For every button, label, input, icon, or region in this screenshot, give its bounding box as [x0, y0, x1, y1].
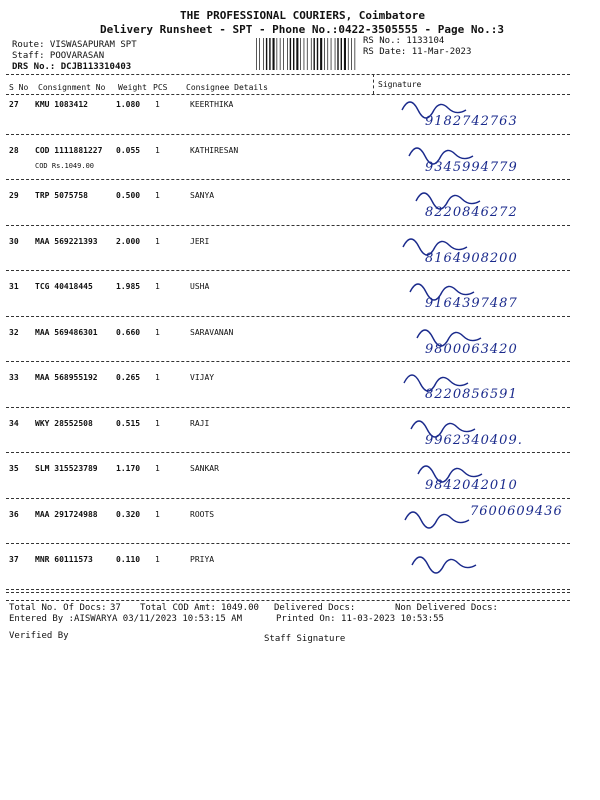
row-weight: 0.265 — [116, 373, 141, 382]
row-consignment: COD 1111881227 — [35, 145, 103, 155]
barcode-bar — [324, 38, 325, 70]
row-sno: 32 — [9, 327, 19, 337]
row-weight: 0.515 — [116, 418, 141, 428]
row-consignee: VIJAY — [190, 373, 215, 382]
row-weight: 0.320 — [116, 509, 141, 519]
row-pcs: 1 — [155, 555, 160, 564]
row-weight: 0.110 — [116, 555, 141, 564]
barcode-bar — [280, 38, 281, 70]
barcode-bar — [337, 38, 338, 70]
col-signature: Signature — [378, 80, 422, 89]
row-cod-note: COD Rs.1049.00 — [35, 161, 95, 170]
barcode-bar — [355, 38, 356, 70]
barcode-bar — [300, 38, 301, 70]
entered-by: Entered By :AISWARYA 03/11/2023 10:53:15 AM — [9, 614, 242, 624]
row-sno: 27 — [9, 100, 19, 109]
row-separator — [6, 452, 570, 453]
row-sno: 36 — [9, 509, 19, 519]
row-weight: 1.985 — [116, 282, 141, 291]
staff-signature-label: Staff Signature — [264, 634, 346, 644]
total-cod-label: Total COD Amt: — [140, 603, 216, 613]
row-weight: 0.660 — [116, 327, 141, 337]
row-consignee: ROOTS — [190, 509, 215, 519]
total-docs-label: Total No. Of Docs: — [9, 603, 107, 613]
delivered-docs-label: Delivered Docs: — [274, 603, 356, 613]
row-consignment: SLM 315523789 — [35, 464, 98, 473]
handwritten-phone: 8220846272 — [425, 205, 518, 220]
col-consignment: Consignment No — [38, 83, 106, 92]
footer-top-rule — [6, 592, 570, 593]
barcode-bar — [256, 38, 257, 70]
row-sno: 28 — [9, 145, 19, 155]
row-consignee: SANKAR — [190, 464, 219, 473]
barcode-bar — [277, 38, 278, 70]
row-pcs: 1 — [155, 282, 160, 291]
row-consignee: USHA — [190, 282, 210, 291]
row-consignment: WKY 28552508 — [35, 418, 93, 428]
row-consignee: PRIYA — [190, 555, 215, 564]
verified-by-label: Verified By — [9, 631, 69, 641]
barcode-bar — [327, 38, 328, 70]
col-weight: Weight — [118, 83, 147, 92]
row-consignee: JERI — [190, 236, 210, 246]
barcode-bar — [296, 38, 298, 70]
company-title: THE PROFESSIONAL COURIERS, Coimbatore — [180, 9, 426, 22]
barcode-bar — [269, 38, 270, 70]
barcode-bar — [293, 38, 294, 70]
row-separator — [6, 589, 570, 590]
row-pcs: 1 — [155, 327, 160, 337]
row-sno: 37 — [9, 555, 19, 564]
barcode-bar — [341, 38, 342, 70]
barcode-bar — [304, 38, 305, 70]
handwritten-phone: 7600609436 — [470, 503, 563, 519]
row-consignment: KMU 1083412 — [35, 100, 88, 109]
row-separator — [6, 407, 570, 408]
row-pcs: 1 — [155, 418, 160, 428]
row-pcs: 1 — [155, 100, 160, 109]
row-consignee: SARAVANAN — [190, 327, 234, 337]
row-consignment: MAA 569486301 — [35, 327, 98, 337]
barcode-bar — [331, 38, 332, 70]
row-pcs: 1 — [155, 464, 160, 473]
row-consignment: MAA 569221393 — [35, 236, 98, 246]
barcode-bar — [273, 38, 275, 70]
row-separator — [6, 179, 570, 180]
handwritten-phone: 9164397487 — [425, 296, 518, 311]
row-sno: 34 — [9, 418, 19, 428]
barcode-bar — [311, 38, 312, 70]
col-consignee: Consignee Details — [186, 83, 268, 92]
total-docs-value: 37 — [110, 603, 121, 613]
barcode-bar — [314, 38, 315, 70]
staff-label: Staff: POOVARASAN — [12, 51, 105, 61]
handwritten-phone: 8164908200 — [425, 250, 518, 266]
barcode-image — [256, 38, 356, 70]
total-cod-value: 1049.00 — [221, 603, 259, 613]
row-consignment: MNR 60111573 — [35, 555, 93, 564]
handwritten-signature — [392, 545, 572, 585]
barcode-bar — [335, 38, 336, 70]
drs-number: DRS No.: DCJB113310403 — [12, 62, 132, 72]
row-pcs: 1 — [155, 191, 160, 200]
row-pcs: 1 — [155, 145, 160, 155]
row-weight: 1.080 — [116, 100, 141, 109]
handwritten-phone: 9800063420 — [425, 341, 518, 357]
barcode-bar — [259, 38, 260, 70]
row-separator — [6, 225, 570, 226]
row-pcs: 1 — [155, 236, 160, 246]
row-separator — [6, 316, 570, 317]
barcode-bar — [307, 38, 308, 70]
barcode-bar — [263, 38, 264, 70]
row-sno: 31 — [9, 282, 19, 291]
row-separator — [6, 543, 570, 544]
handwritten-phone: 9842042010 — [425, 478, 518, 493]
barcode-bar — [351, 38, 352, 70]
row-sno: 29 — [9, 191, 19, 200]
row-weight: 1.170 — [116, 464, 141, 473]
handwritten-phone: 8220856591 — [425, 387, 518, 402]
row-weight: 0.500 — [116, 191, 141, 200]
row-separator — [6, 361, 570, 362]
non-delivered-docs-label: Non Delivered Docs: — [395, 603, 498, 613]
row-consignment: TCG 40418445 — [35, 282, 93, 291]
barcode-bar — [317, 38, 318, 70]
rs-number: RS No.: 1133104 — [363, 36, 445, 46]
barcode-bar — [348, 38, 349, 70]
barcode-bar — [290, 38, 291, 70]
barcode-bar — [283, 38, 284, 70]
table-top-rule — [6, 74, 570, 75]
row-sno: 35 — [9, 464, 19, 473]
row-consignee: RAJI — [190, 418, 210, 428]
row-consignment: TRP 5075758 — [35, 191, 88, 200]
row-consignment: MAA 568955192 — [35, 373, 98, 382]
handwritten-phone: 9345994779 — [425, 159, 518, 175]
barcode-bar — [344, 38, 346, 70]
row-sno: 30 — [9, 236, 19, 246]
row-consignee: KEERTHIKA — [190, 100, 234, 109]
row-consignment: MAA 291724988 — [35, 509, 98, 519]
row-separator — [6, 270, 570, 271]
col-sno: S No — [9, 83, 29, 92]
barcode-bar — [320, 38, 322, 70]
barcode-bar — [266, 38, 267, 70]
route-label: Route: VISWASAPURAM SPT — [12, 40, 137, 50]
handwritten-phone: 9962340409. — [425, 432, 523, 448]
printed-on: Printed On: 11-03-2023 10:53:55 — [276, 614, 444, 624]
barcode-bar — [287, 38, 288, 70]
row-weight: 2.000 — [116, 236, 141, 246]
row-separator — [6, 498, 570, 499]
col-pcs: PCS — [153, 83, 168, 92]
footer-bottom-rule — [6, 600, 570, 601]
handwritten-phone: 9182742763 — [425, 114, 518, 129]
signature-column-divider — [373, 74, 374, 94]
row-consignee: KATHIRESAN — [190, 145, 239, 155]
row-weight: 0.055 — [116, 145, 141, 155]
row-pcs: 1 — [155, 373, 160, 382]
row-separator — [6, 134, 570, 135]
row-sno: 33 — [9, 373, 19, 382]
row-pcs: 1 — [155, 509, 160, 519]
row-consignee: SANYA — [190, 191, 215, 200]
table-row — [0, 551, 600, 597]
rs-date: RS Date: 11-Mar-2023 — [363, 47, 472, 57]
runsheet-title: Delivery Runsheet - SPT - Phone No.:0422-3505555 - Page No.:3 — [100, 23, 504, 36]
